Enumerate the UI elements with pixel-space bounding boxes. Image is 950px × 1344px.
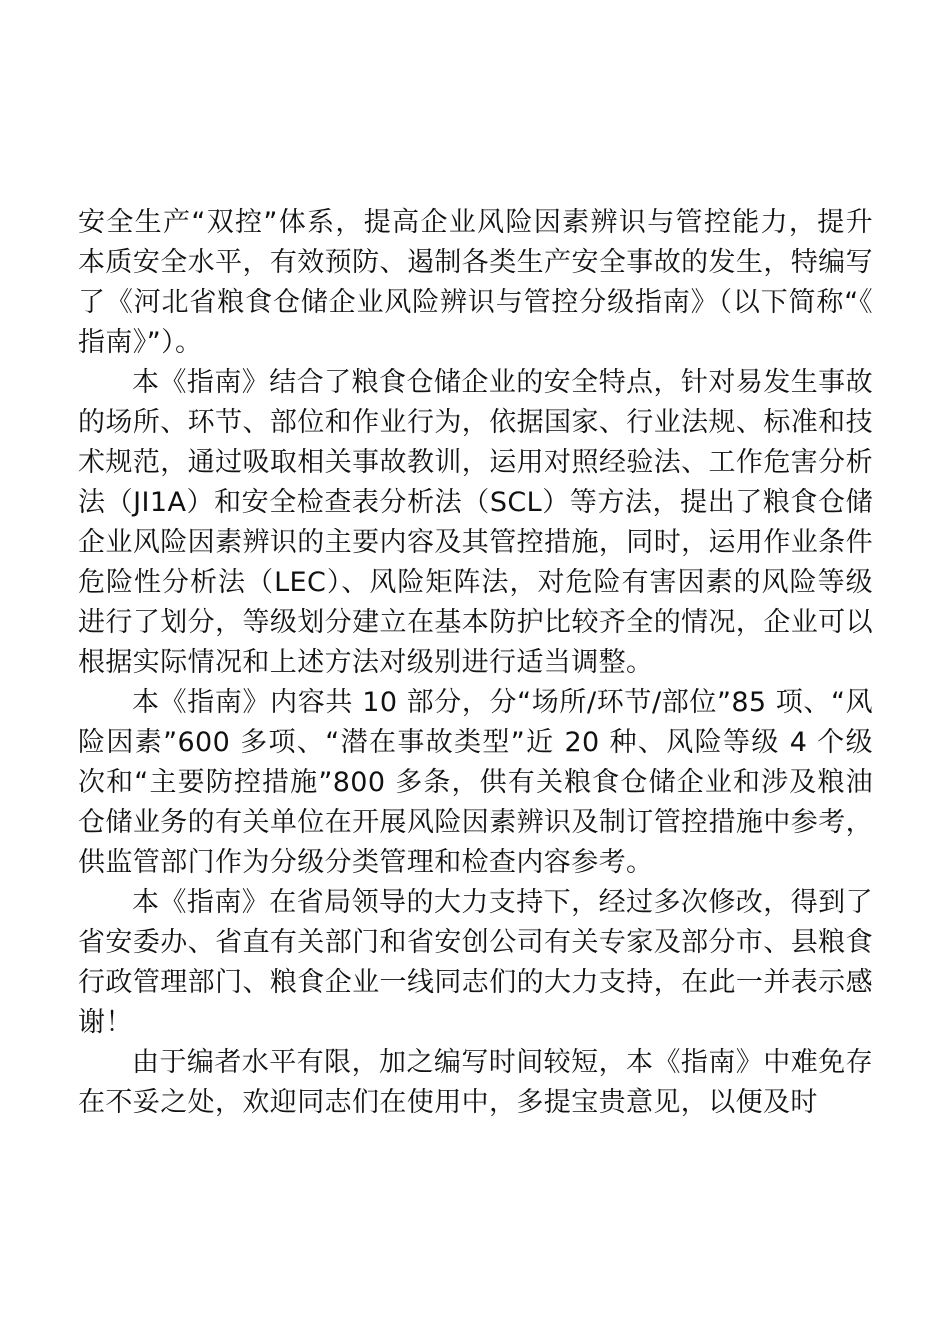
paragraph-acknowledgement: 本《指南》在省局领导的大力支持下，经过多次修改，得到了省安委办、省直有关部门和省安创公司有关专家及部分市、县粮食行政管理部门、粮食企业一线同志们的大力支持，在此一并表示感谢！ — [78, 887, 873, 1038]
paragraph-continuation: 安全生产“双控”体系，提高企业风险因素辨识与管控能力，提升本质安全水平，有效预防、遏制各类生产安全事故的发生，特编写了《河北省粮食仓储企业风险辨识与管控分级指南》（以下简称“《指南》”）。 — [78, 207, 873, 358]
paragraph-guide-overview: 本《指南》结合了粮食仓储企业的安全特点，针对易发生事故的场所、环节、部位和作业行为，依据国家、行业法规、标准和技术规范，通过吸取相关事故教训，运用对照经验法、工作危害分析法（JI1A）和安全检查表分析法（SCL）等方法，提出了粮食仓储企业风险因素辨识的主要内容及其管控措施，同时，运用作业条件危险性分析法（LEC）、风险矩阵法，对危险有害因素的风险等级进行了划分，等级划分建立在基本防护比较齐全的情况，企业可以根据实际情况和上述方法对级别进行适当调整。 — [78, 367, 873, 678]
document-body — [78, 203, 873, 1123]
paragraph-guide-contents: 本《指南》内容共 10 部分，分“场所/环节/部位”85 项、“风险因素”600 多项、“潜在事故类型”近 20 种、风险等级 4 个级次和“主要防控措施”800 多条，供有关粮食仓储企业和涉及粮油仓储业务的有关单位在开展风险因素辨识及制订管控措施中参考，供监管部门作为分级分类管理和检查内容参考。 — [78, 687, 873, 878]
paragraph-feedback-request: 由于编者水平有限，加之编写时间较短，本《指南》中难免存在不妥之处，欢迎同志们在使用中，多提宝贵意见，以便及时 — [78, 1047, 873, 1118]
